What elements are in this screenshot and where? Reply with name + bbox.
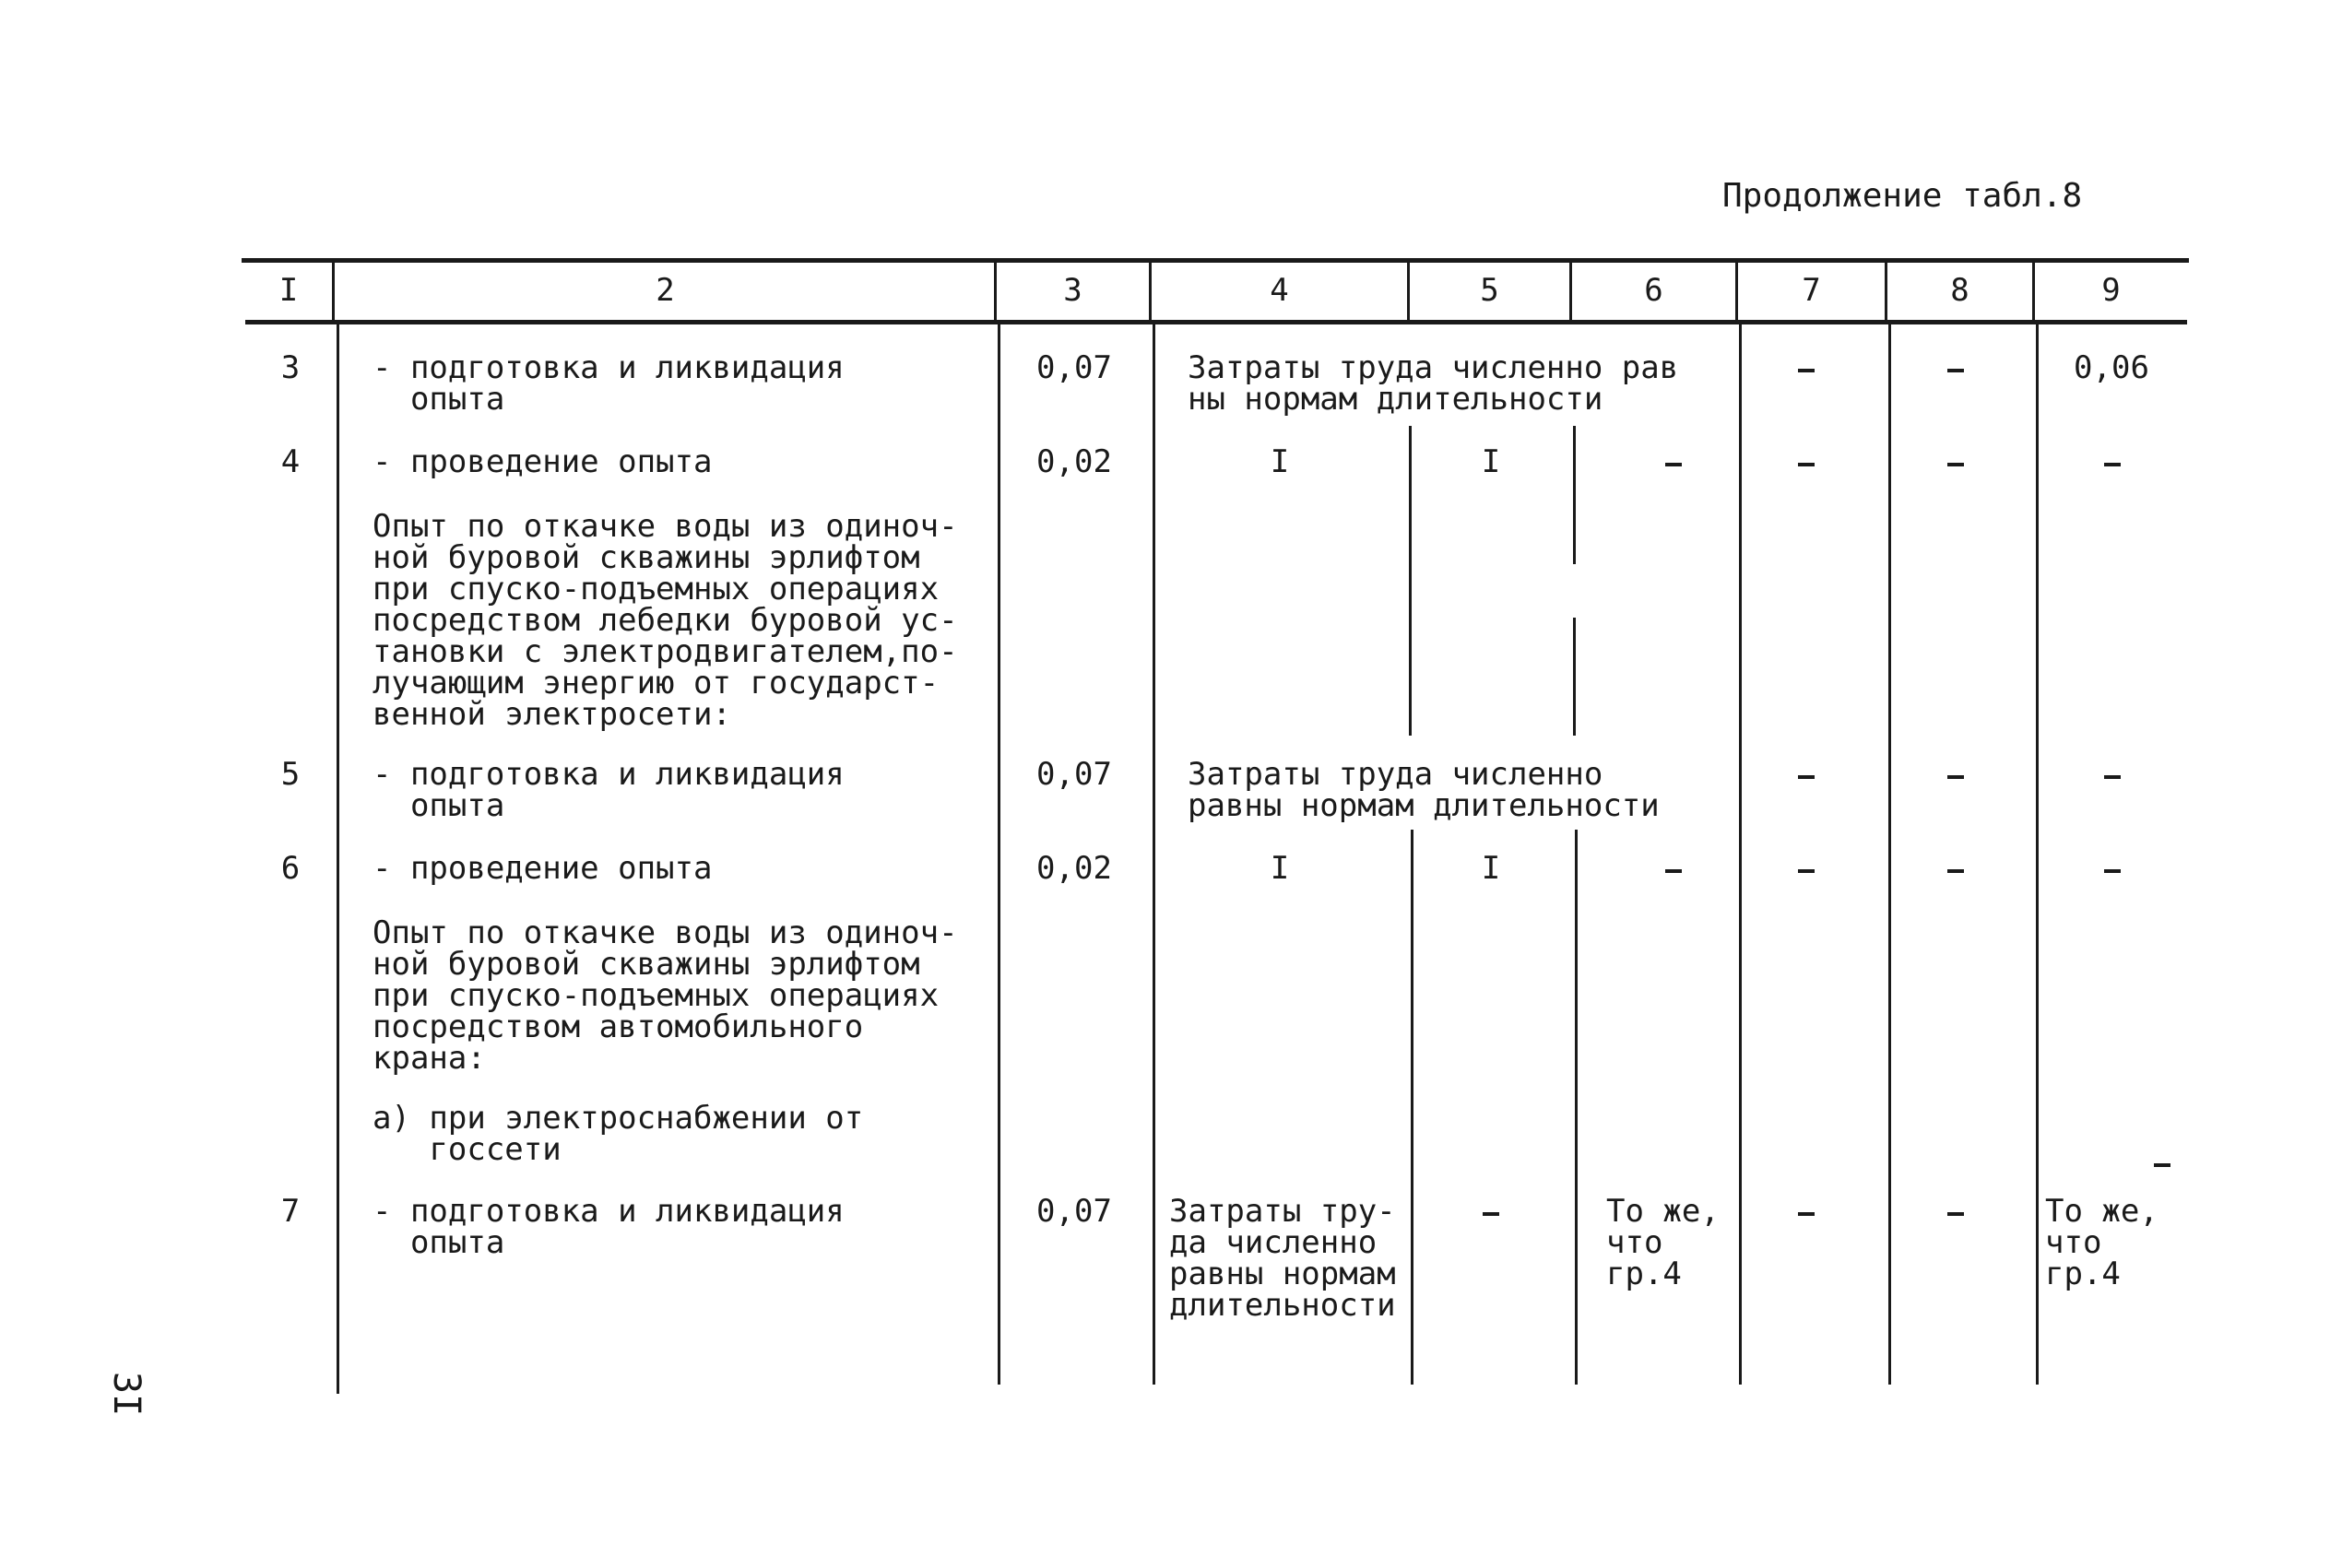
- page-number: 3I: [105, 1372, 148, 1417]
- empty-cell-dash: [2104, 775, 2121, 779]
- operation-description: - проведение опыта: [373, 850, 713, 887]
- col-divider-8-9: [2036, 324, 2039, 1385]
- col-divider-4-5: [1411, 830, 1413, 1385]
- operation-description: - подготовка и ликвидация опыта: [373, 756, 845, 824]
- empty-cell-dash: [1798, 869, 1815, 873]
- header-col-4: 4: [1270, 272, 1289, 309]
- empty-cell-dash: [1798, 775, 1815, 779]
- header-col-1: I: [278, 272, 299, 309]
- norm-value: 0,02: [1036, 850, 1112, 887]
- header-col-9: 9: [2101, 272, 2121, 309]
- col-divider-5-6: [1573, 618, 1576, 736]
- col-5-value: I: [1481, 850, 1501, 887]
- operation-description: - подготовка и ликвидация опыта: [373, 1193, 845, 1261]
- row-number: 4: [280, 443, 301, 480]
- col-divider-7-8: [1888, 324, 1891, 1385]
- header-bottom-rule: [245, 320, 2187, 324]
- header-col-5: 5: [1480, 272, 1499, 309]
- norm-value: 0,07: [1036, 1193, 1112, 1230]
- norm-value: 0,02: [1036, 443, 1112, 480]
- empty-cell-dash: [1798, 463, 1815, 466]
- empty-cell-dash: [1947, 869, 1964, 873]
- table-top-rule: [242, 258, 2189, 263]
- row-number: 3: [280, 349, 301, 386]
- col-4-note: Затраты тру- да численно равны нормам длительности: [1169, 1193, 1396, 1324]
- header-col-6: 6: [1644, 272, 1663, 309]
- row-number: 6: [280, 850, 301, 887]
- header-col-7: 7: [1802, 272, 1821, 309]
- empty-cell-dash: [1947, 1212, 1964, 1216]
- empty-cell-dash: [1665, 869, 1682, 873]
- merged-note: Затраты труда численно равны нормам длительности: [1188, 756, 1660, 824]
- row-number: 5: [280, 756, 301, 793]
- row-number: 7: [280, 1193, 301, 1230]
- col-9-value: 0,06: [2074, 349, 2149, 386]
- col-divider-5-6: [1575, 830, 1578, 1385]
- operation-description: - подготовка и ликвидация опыта: [373, 349, 845, 418]
- header-col-2: 2: [656, 272, 675, 309]
- operation-description: - проведение опыта: [373, 443, 713, 480]
- empty-cell-dash: [2104, 463, 2121, 466]
- col-6-note: То же, что гр.4: [1606, 1193, 1720, 1292]
- col-4-value: I: [1270, 850, 1290, 887]
- empty-cell-dash: [1947, 463, 1964, 466]
- col-divider-1-2: [337, 324, 339, 1394]
- col-5-value: I: [1481, 443, 1501, 480]
- norm-value: 0,07: [1036, 756, 1112, 793]
- col-divider-5-6: [1573, 426, 1576, 564]
- table-caption: Продолжение табл.8: [1722, 177, 2083, 215]
- empty-cell-dash: [1947, 775, 1964, 779]
- header-col-divider: [332, 262, 335, 323]
- empty-cell-dash: [1665, 463, 1682, 466]
- col-4-value: I: [1270, 443, 1290, 480]
- header-col-8: 8: [1950, 272, 1969, 309]
- empty-cell-dash: [2154, 1163, 2170, 1167]
- merged-note: Затраты труда численно рав ны нормам длительности: [1188, 349, 1679, 418]
- col-9-note: То же, что гр.4: [2045, 1193, 2159, 1292]
- header-col-3: 3: [1063, 272, 1082, 309]
- norm-value: 0,07: [1036, 349, 1112, 386]
- section-heading: Опыт по откачке воды из одиноч- ной буровой скважины эрлифтом при спуско-подъемных операциях посредством лебедки буровой ус- тановки с электродвигателем,по- лучающим энергию от государст- венной электросети:: [373, 508, 958, 733]
- empty-cell-dash: [2104, 869, 2121, 873]
- empty-cell-dash: [1798, 1212, 1815, 1216]
- section-subheading: а) при электроснабжении от госсети: [373, 1100, 864, 1168]
- col-divider-6-7: [1739, 324, 1742, 1385]
- empty-cell-dash: [1483, 1212, 1499, 1216]
- section-heading: Опыт по откачке воды из одиноч- ной буровой скважины эрлифтом при спуско-подъемных операциях посредством автомобильного крана:: [373, 914, 958, 1077]
- empty-cell-dash: [1798, 369, 1815, 372]
- empty-cell-dash: [1947, 369, 1964, 372]
